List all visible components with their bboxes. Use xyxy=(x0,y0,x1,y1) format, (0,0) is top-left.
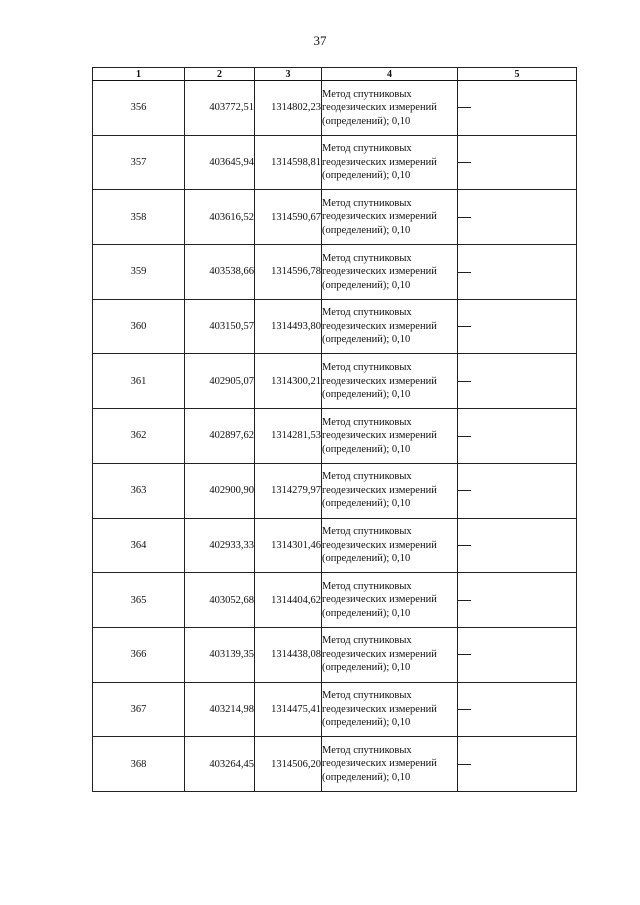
dash-mark xyxy=(458,381,471,382)
note-text xyxy=(471,321,472,322)
cell-note xyxy=(458,81,577,136)
note-text xyxy=(471,540,472,541)
note-text xyxy=(471,376,472,377)
cell-y: 1314438,08 xyxy=(255,627,322,682)
dash-mark xyxy=(458,107,471,108)
table-row xyxy=(93,245,577,300)
cell-note xyxy=(458,682,577,737)
dash-mark xyxy=(458,490,471,491)
cell-method: Метод спутниковых геодезических измерений (определений); 0,10 xyxy=(322,682,458,737)
table-row xyxy=(93,573,577,628)
note-text xyxy=(471,266,472,267)
cell-x: 403616,52 xyxy=(185,190,255,245)
table-row xyxy=(93,518,577,573)
note-text xyxy=(471,595,472,596)
table-row xyxy=(93,463,577,518)
cell-n: 363 xyxy=(93,463,185,518)
cell-note xyxy=(458,737,577,792)
note-text xyxy=(471,759,472,760)
coordinates-table xyxy=(92,67,577,792)
table-row xyxy=(93,354,577,409)
cell-x: 402933,33 xyxy=(185,518,255,573)
dash-mark xyxy=(458,162,471,163)
table-row xyxy=(93,190,577,245)
cell-note xyxy=(458,135,577,190)
cell-x: 402897,62 xyxy=(185,409,255,464)
cell-y: 1314279,97 xyxy=(255,463,322,518)
cell-x: 403264,45 xyxy=(185,737,255,792)
dash-mark xyxy=(458,436,471,437)
table-row xyxy=(93,81,577,136)
cell-note xyxy=(458,299,577,354)
dash-mark xyxy=(458,600,471,601)
table-row xyxy=(93,409,577,464)
cell-n: 366 xyxy=(93,627,185,682)
dash-mark xyxy=(458,545,471,546)
cell-note xyxy=(458,190,577,245)
cell-method: Метод спутниковых геодезических измерений (определений); 0,10 xyxy=(322,737,458,792)
note-text xyxy=(471,157,472,158)
cell-n: 368 xyxy=(93,737,185,792)
cell-n: 356 xyxy=(93,81,185,136)
column-header: 5 xyxy=(458,68,577,81)
dash-mark xyxy=(458,709,471,710)
cell-x: 403139,35 xyxy=(185,627,255,682)
table-row xyxy=(93,627,577,682)
page-number: 37 xyxy=(313,33,327,48)
cell-note xyxy=(458,518,577,573)
cell-x: 403645,94 xyxy=(185,135,255,190)
cell-x: 403538,66 xyxy=(185,245,255,300)
cell-x: 403214,98 xyxy=(185,682,255,737)
cell-note xyxy=(458,463,577,518)
cell-n: 361 xyxy=(93,354,185,409)
dash-mark xyxy=(458,217,471,218)
cell-y: 1314301,46 xyxy=(255,518,322,573)
cell-y: 1314506,20 xyxy=(255,737,322,792)
dash-mark xyxy=(458,654,471,655)
dash-mark xyxy=(458,764,471,765)
cell-y: 1314404,62 xyxy=(255,573,322,628)
cell-method: Метод спутниковых геодезических измерений (определений); 0,10 xyxy=(322,518,458,573)
cell-y: 1314493,80 xyxy=(255,299,322,354)
cell-method: Метод спутниковых геодезических измерений (определений); 0,10 xyxy=(322,299,458,354)
column-header: 4 xyxy=(322,68,458,81)
table-row xyxy=(93,737,577,792)
cell-method: Метод спутниковых геодезических измерений (определений); 0,10 xyxy=(322,627,458,682)
cell-method: Метод спутниковых геодезических измерений (определений); 0,10 xyxy=(322,354,458,409)
cell-method: Метод спутниковых геодезических измерений (определений); 0,10 xyxy=(322,245,458,300)
note-text xyxy=(471,649,472,650)
cell-x: 403772,51 xyxy=(185,81,255,136)
column-header: 2 xyxy=(185,68,255,81)
note-text xyxy=(471,212,472,213)
column-header: 3 xyxy=(255,68,322,81)
cell-method: Метод спутниковых геодезических измерений (определений); 0,10 xyxy=(322,573,458,628)
cell-method: Метод спутниковых геодезических измерений (определений); 0,10 xyxy=(322,81,458,136)
cell-n: 360 xyxy=(93,299,185,354)
cell-y: 1314300,21 xyxy=(255,354,322,409)
cell-method: Метод спутниковых геодезических измерений (определений); 0,10 xyxy=(322,190,458,245)
cell-x: 402905,07 xyxy=(185,354,255,409)
cell-note xyxy=(458,409,577,464)
cell-n: 365 xyxy=(93,573,185,628)
cell-n: 364 xyxy=(93,518,185,573)
dash-mark xyxy=(458,272,471,273)
cell-method: Метод спутниковых геодезических измерений (определений); 0,10 xyxy=(322,463,458,518)
cell-x: 403150,57 xyxy=(185,299,255,354)
note-text xyxy=(471,430,472,431)
column-header: 1 xyxy=(93,68,185,81)
cell-n: 357 xyxy=(93,135,185,190)
cell-x: 403052,68 xyxy=(185,573,255,628)
cell-n: 367 xyxy=(93,682,185,737)
cell-y: 1314598,81 xyxy=(255,135,322,190)
cell-y: 1314475,41 xyxy=(255,682,322,737)
cell-method: Метод спутниковых геодезических измерений (определений); 0,10 xyxy=(322,135,458,190)
cell-note xyxy=(458,573,577,628)
cell-n: 362 xyxy=(93,409,185,464)
note-text xyxy=(471,704,472,705)
table-row xyxy=(93,135,577,190)
table-header-row xyxy=(93,68,577,81)
table-row xyxy=(93,682,577,737)
cell-y: 1314281,53 xyxy=(255,409,322,464)
cell-n: 358 xyxy=(93,190,185,245)
table-row xyxy=(93,299,577,354)
cell-x: 402900,90 xyxy=(185,463,255,518)
note-text xyxy=(471,485,472,486)
cell-y: 1314802,23 xyxy=(255,81,322,136)
note-text xyxy=(471,102,472,103)
cell-y: 1314590,67 xyxy=(255,190,322,245)
cell-note xyxy=(458,627,577,682)
cell-note xyxy=(458,354,577,409)
dash-mark xyxy=(458,326,471,327)
cell-y: 1314596,78 xyxy=(255,245,322,300)
cell-method: Метод спутниковых геодезических измерений (определений); 0,10 xyxy=(322,409,458,464)
cell-note xyxy=(458,245,577,300)
cell-n: 359 xyxy=(93,245,185,300)
